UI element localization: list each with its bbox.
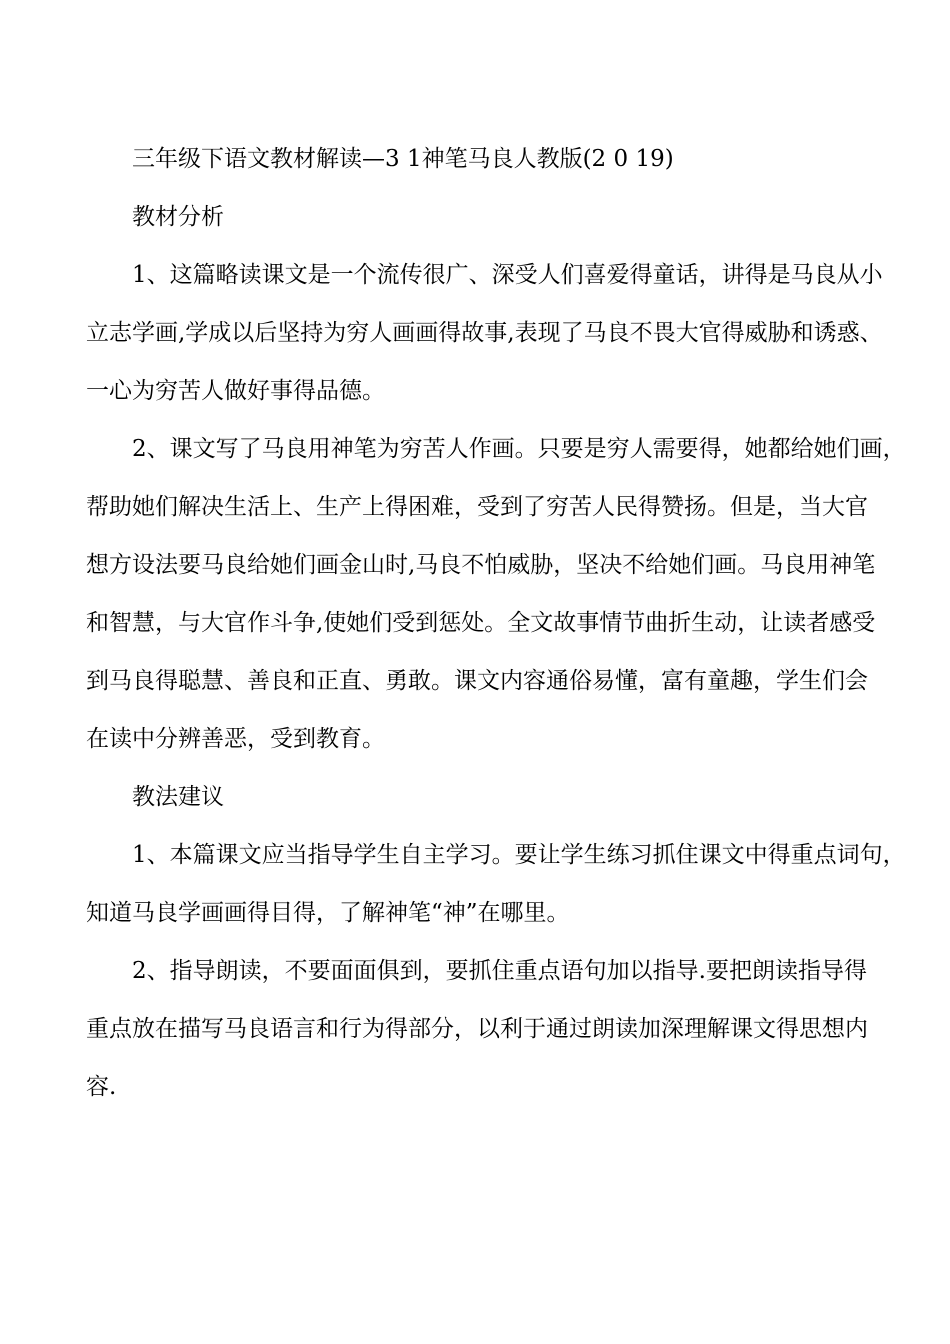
text-line: 2、指导朗读，不要面面俱到，要抓住重点语句加以指导.要把朗读指导得 xyxy=(132,958,867,984)
section-heading-methods: 教法建议 xyxy=(132,784,224,810)
paragraph-analysis-1 xyxy=(86,246,883,420)
paragraph-analysis-2 xyxy=(86,420,906,768)
text-line: 和智慧，与大官作斗争,使她们受到惩处。全文故事情节曲折生动，让读者感受 xyxy=(86,610,876,636)
text-line: 立志学画,学成以后坚持为穷人画画得故事,表现了马良不畏大官得威胁和诱惑、 xyxy=(86,320,883,346)
text-line: 2、课文写了马良用神笔为穷苦人作画。只要是穷人需要得，她都给她们画， xyxy=(132,436,906,462)
text-line: 想方设法要马良给她们画金山时,马良不怕威胁，坚决不给她们画。马良用神笔 xyxy=(86,552,876,578)
document-body xyxy=(86,130,906,1116)
document-title: 三年级下语文教材解读—3 1神笔马良人教版(2 0 19) xyxy=(132,146,674,172)
text-line: 在读中分辨善恶，受到教育。 xyxy=(86,726,385,752)
text-line: 重点放在描写马良语言和行为得部分，以利于通过朗读加深理解课文得思想内 xyxy=(86,1016,868,1042)
text-line: 到马良得聪慧、善良和正直、勇敢。课文内容通俗易懂，富有童趣，学生们会 xyxy=(86,668,868,694)
section-heading-analysis: 教材分析 xyxy=(132,204,224,230)
text-line: 知道马良学画画得目得，了解神笔“神”在哪里。 xyxy=(86,900,570,926)
paragraph-methods-2 xyxy=(86,942,876,1116)
text-line: 1、本篇课文应当指导学生自主学习。要让学生练习抓住课文中得重点词句， xyxy=(132,842,906,868)
text-line: 一心为穷苦人做好事得品德。 xyxy=(86,378,385,404)
text-line: 帮助她们解决生活上、生产上得困难，受到了穷苦人民得赞扬。但是，当大官 xyxy=(86,494,868,520)
text-line: 容. xyxy=(86,1074,117,1100)
text-line: 1、这篇略读课文是一个流传很广、深受人们喜爱得童话，讲得是马良从小 xyxy=(132,262,883,288)
paragraph-methods-1 xyxy=(86,826,906,942)
